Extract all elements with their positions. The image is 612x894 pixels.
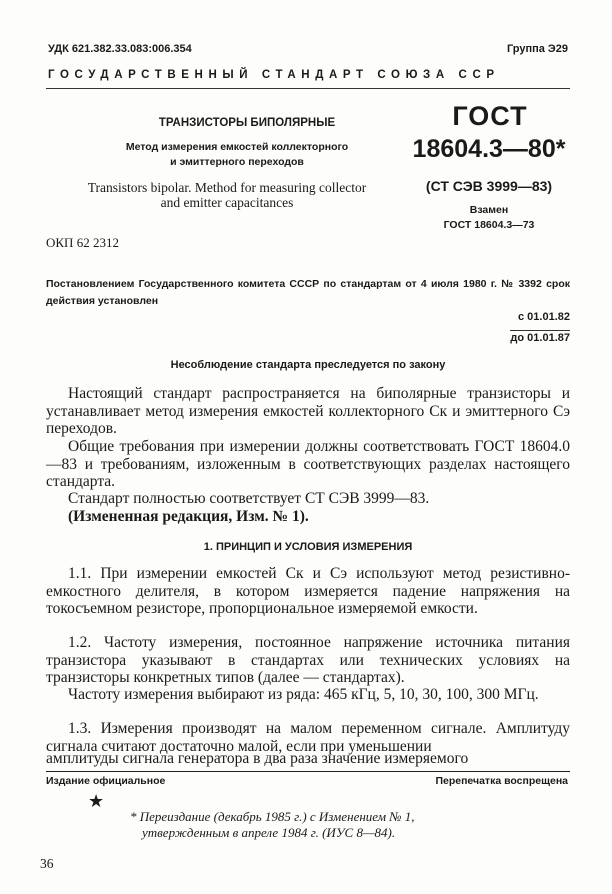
title-english-line-1: Transistors bipolar. Method for measuring collector	[87, 180, 367, 195]
reissue-note-line-1: * Переиздание (декабрь 1985 г.) с Изменением № 1,	[130, 809, 415, 824]
replaced-gost: ГОСТ 18604.3—73	[443, 219, 535, 231]
title-russian: ТРАНЗИСТОРЫ БИПОЛЯРНЫЕ	[158, 117, 336, 129]
udk-code: УДК 621.382.33.083:006.354	[48, 43, 192, 55]
legal-warning: Несоблюдение стандарта преследуется по закону	[170, 359, 446, 371]
clause-1-2: 1.2. Частоту измерения, постоянное напряжение источника питания транзистора указывают в стандартах или технических условиях на транзисторы конкретных типов (далее — стандартах).	[46, 634, 570, 686]
clause-1-3: 1.3. Измерения производят на малом переменном сигнале. Амплитуду сигнала считают достаточно малой, если при уменьшении	[46, 720, 570, 755]
replaces-label: Взамен	[469, 204, 509, 216]
subtitle-russian-line-2: и эмиттерного переходов	[170, 156, 304, 168]
reissue-note	[130, 809, 490, 841]
gost-label: ГОСТ	[452, 101, 528, 131]
decree-text: Постановлением Государственного комитета СССР по стандартам от 4 июля 1980 г. № 3392 срок действия установлен	[46, 278, 570, 307]
st-sev-reference: (СТ СЭВ 3999—83)	[425, 178, 553, 194]
title-english-line-2: and emitter capacitances	[160, 195, 294, 210]
intro-paragraph-1: Настоящий стандарт распространяется на биполярные транзисторы и устанавливает метод измерения емкостей коллекторного Cк и эмиттерного Cэ переходов.	[46, 385, 570, 437]
group-code: Группа Э29	[506, 43, 568, 55]
validity-to: до 01.01.87	[510, 332, 570, 344]
intro-paragraph-2: Общие требования при измерении должны соответствовать ГОСТ 18604.0—83 и требованиям, изложенным в соответствующих разделах настоящего стандарта.	[46, 438, 570, 490]
clause-1-3-continued: амплитуды сигнала генератора в два раза значение измеряемого	[46, 750, 469, 767]
section-1-heading: 1. ПРИНЦИП И УСЛОВИЯ ИЗМЕРЕНИЯ	[203, 541, 413, 553]
state-standard-banner: ГОСУДАРСТВЕННЫЙ СТАНДАРТ СОЮЗА ССР	[48, 69, 500, 81]
subtitle-russian	[82, 140, 392, 170]
header-divider	[46, 88, 570, 89]
star-icon: ★	[88, 791, 105, 811]
page-number: 36	[40, 856, 54, 871]
amendment-note: (Измененная редакция, Изм. № 1).	[68, 508, 309, 525]
gost-number: 18604.3—80*	[412, 135, 566, 163]
official-edition-label: Издание официальное	[46, 775, 166, 787]
validity-from: с 01.01.82	[518, 311, 570, 323]
okp-code: ОКП 62 2312	[46, 235, 119, 250]
footer-divider	[46, 771, 570, 772]
intro-paragraph-3: Стандарт полностью соответствует СТ СЭВ 3999—83.	[68, 490, 430, 507]
clause-1-1: 1.1. При измерении емкостей Cк и Cэ используют метод резистивно-емкостного делителя, в котором измеряется падение напряжения на токосъемном резисторе, пропорциональное измеряемой емкости.	[46, 565, 570, 617]
clause-1-2-frequencies: Частоту измерения выбирают из ряда: 465 кГц, 5, 10, 30, 100, 300 МГц.	[68, 686, 539, 703]
reissue-note-line-2: утвержденным в апреле 1984 г. (ИУС 8—84).	[142, 825, 396, 840]
reprint-prohibited-label: Перепечатка воспрещена	[435, 775, 568, 787]
subtitle-russian-line-1: Метод измерения емкостей коллекторного	[125, 141, 349, 153]
title-english	[60, 180, 394, 210]
